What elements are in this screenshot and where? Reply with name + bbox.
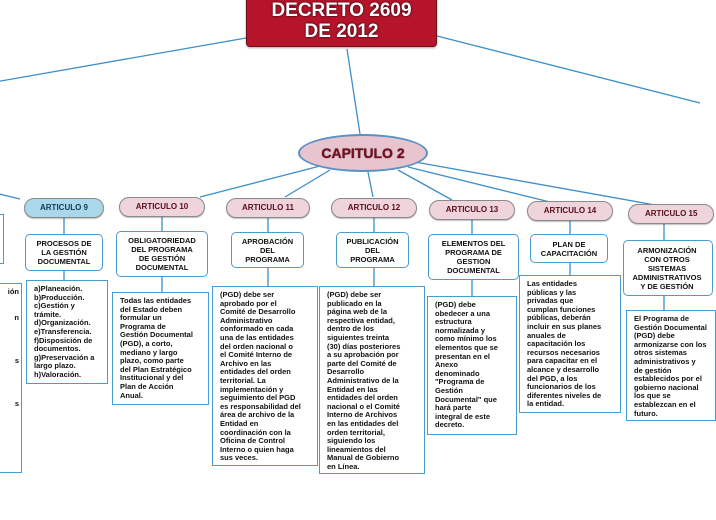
left-fragment-line bbox=[0, 297, 19, 306]
article-15-node[interactable]: ARTICULO 15 bbox=[628, 204, 714, 224]
article-14-topic[interactable]: PLAN DE CAPACITACIÓN bbox=[530, 234, 608, 263]
left-fragment-line bbox=[0, 322, 19, 331]
article-11-node[interactable]: ARTICULO 11 bbox=[226, 198, 310, 218]
article-11-description: (PGD) debe ser aprobado por el Comité de Desarrollo Administrativo conformado en cada una de las entidades del orden nacional o el Comité Interno de Archivo en las entidades del orden territorial. La implementación y seguimiento del PGD es responsabilidad del área de archivo de la Entidad en coordinación con la Oficina de Control Interno o quien haga sus veces. bbox=[212, 286, 318, 466]
edge-root-left bbox=[0, 38, 246, 82]
edge-chapter-art10 bbox=[200, 166, 320, 197]
left-fragment-line bbox=[0, 383, 19, 392]
article-10-topic[interactable]: OBLIGATORIEDAD DEL PROGRAMA DE GESTIÓN DOCUMENTAL bbox=[116, 231, 208, 277]
edge-chapter-art11 bbox=[285, 170, 330, 197]
left-fragment-box bbox=[0, 214, 4, 264]
edge-chapter-art12 bbox=[368, 172, 373, 197]
article-13-node[interactable]: ARTICULO 13 bbox=[429, 200, 515, 220]
article-9-topic[interactable]: PROCESOS DE LA GESTIÓN DOCUMENTAL bbox=[25, 234, 103, 271]
article-12-node[interactable]: ARTICULO 12 bbox=[331, 198, 417, 218]
left-fragment-line bbox=[0, 365, 19, 374]
article-14-node[interactable]: ARTICULO 14 bbox=[527, 201, 613, 221]
article-9-description: a)Planeación. b)Producción. c)Gestión y trámite. d)Organización. e)Transferencia. f)Disposición de documentos. g)Preservación a largo plazo. h)Valoración. bbox=[26, 280, 108, 384]
left-fragment-desc bbox=[0, 283, 22, 473]
left-fragment-line: s bbox=[14, 355, 19, 365]
edge-root-right bbox=[437, 36, 700, 103]
edge-root-chapter bbox=[347, 49, 360, 134]
root-node-decreto[interactable] bbox=[246, 0, 437, 47]
article-15-topic[interactable]: ARMONIZACIÓN CON OTROS SISTEMAS ADMINISTRATIVOS Y DE GESTIÓN bbox=[623, 240, 713, 296]
left-fragment-line: n bbox=[14, 312, 19, 322]
root-title-line1: DECRETO 2609 bbox=[271, 0, 412, 21]
left-fragment-line bbox=[0, 331, 19, 340]
article-10-node[interactable]: ARTICULO 10 bbox=[119, 197, 205, 217]
article-13-topic[interactable]: ELEMENTOS DEL PROGRAMA DE GESTION DOCUMENTAL bbox=[428, 234, 519, 280]
left-fragment-line bbox=[0, 374, 19, 383]
left-fragment-line: ión bbox=[7, 287, 19, 296]
article-10-description: Todas las entidades del Estado deben formular un Programa de Gestión Documental (PGD), a corto, mediano y largo plazo, como parte del Plan Estratégico Institucional y del Plan de Acción Anual. bbox=[112, 292, 209, 405]
edge-left-art9 bbox=[0, 193, 20, 199]
article-12-topic[interactable]: PUBLICACIÓN DEL PROGRAMA bbox=[336, 232, 409, 268]
article-14-description: Las entidades públicas y las privadas que cumplan funciones públicas, deberán incluir en sus planes anuales de capacitación los recursos necesarios para capacitar en el alcance y desarrollo del PGD, a los funcionarios de los diferentes niveles de la entidad. bbox=[519, 275, 621, 413]
left-fragment-line bbox=[0, 340, 19, 349]
article-11-topic[interactable]: APROBACIÓN DEL PROGRAMA bbox=[231, 232, 304, 268]
article-15-description: El Programa de Gestión Documental (PGD) debe armonizarse con los otros sistemas administrativos y de gestión establecidos por el gobierno nacional los que se establezcan en el futuro. bbox=[626, 310, 716, 421]
article-13-description: (PGD) debe obedecer a una estructura normalizada y como mínimo los elementos que se presentan en el Anexo denominado "Programa de Gestión Documental" que hará parte integral de este decreto. bbox=[427, 296, 517, 435]
root-title-line2: DE 2012 bbox=[304, 21, 379, 42]
article-12-description: (PGD) debe ser publicado en la página web de la respectiva entidad, dentro de los siguientes treinta (30) días posteriores a su aprobación por parte del Comité de Desarrollo Administrativo de la Entidad en las entidades del orden nacional o el Comité Interno de Archivos en las entidades del orden territorial, siguiendo los lineamientos del Manual de Gobierno en Línea. bbox=[319, 286, 425, 474]
left-fragment-line: s bbox=[14, 398, 19, 408]
edge-chapter-art14 bbox=[408, 167, 550, 202]
article-9-node[interactable]: ARTICULO 9 bbox=[24, 198, 104, 218]
edge-chapter-art13 bbox=[398, 170, 452, 200]
chapter-node[interactable]: CAPITULO 2 bbox=[298, 134, 428, 172]
